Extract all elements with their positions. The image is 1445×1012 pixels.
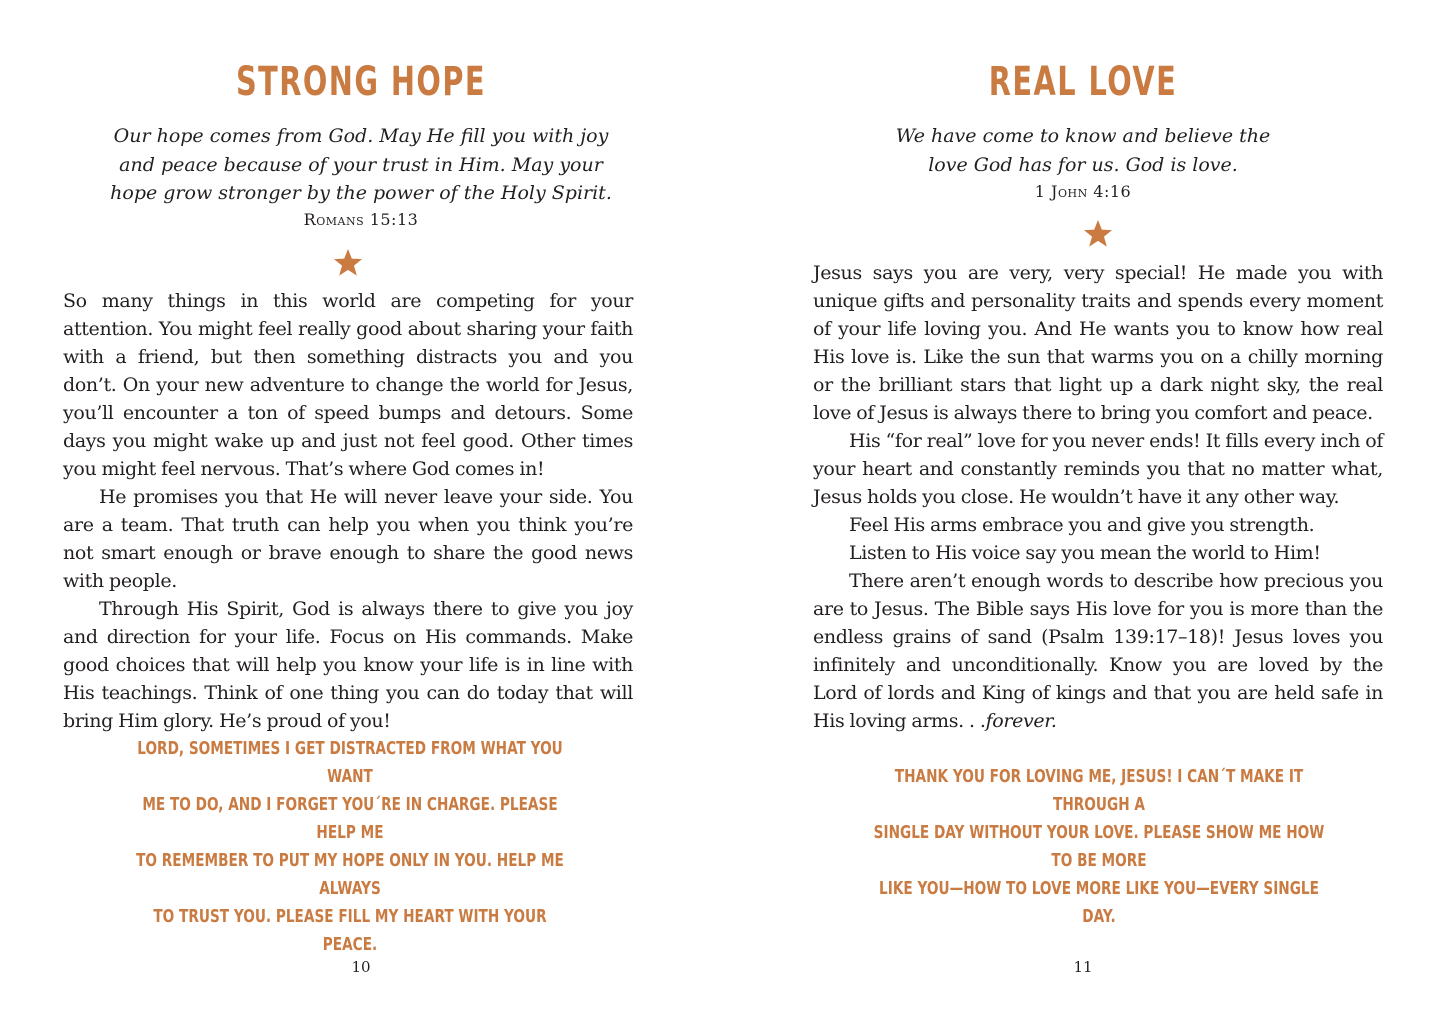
verse-line: We have come to know and believe the (895, 125, 1271, 147)
right-page (722, 0, 1444, 1012)
paragraph (813, 567, 1383, 735)
page-number: 11 (1073, 958, 1093, 976)
emphasis-word: forever. (985, 710, 1057, 732)
scripture-reference: Romans 15:13 (303, 210, 419, 229)
paragraph: Jesus says you are very, very special! He made you with unique gifts and personality traits and spends every moment of your life loving you. And He wants you to know how real His love is. Like the sun that warms you on a chilly morning or the brilliant stars that light up a dark night sky, the real love of Jesus is always there to bring you comfort and peace. (813, 262, 1383, 424)
star-icon (333, 248, 363, 278)
star-icon (1083, 219, 1113, 249)
paragraph: Feel His arms embrace you and give you strength. (849, 514, 1315, 536)
paragraph: He promises you that He will never leave your side. You are a team. That truth can help you when you think you’re not smart enough or brave enough to share the good news with people. (63, 486, 633, 592)
verse-line: Our hope comes from God. May He fill you with joy (113, 125, 609, 147)
paragraph-text: There aren’t enough words to describe how precious you are to Jesus. The Bible says His love for you is more than the endless grains of sand (Psalm 139:17–18)! Jesus loves you infinitely and unconditionally. Know you are loved by the Lord of lords and King of kings and that you are held safe in His loving arms. . . (813, 570, 1383, 732)
paragraph: Through His Spirit, God is always there to give you joy and direction for your life. Focus on His commands. Make good choices that will help you know your life is in line with His teachings. Think of one thing you can do today that will bring Him glory. He’s proud of you! (63, 598, 633, 732)
paragraph: Listen to His voice say you mean the world to Him! (849, 542, 1321, 564)
page-number: 10 (351, 958, 371, 976)
left-page (0, 0, 722, 1012)
page-title: STRONG HOPE (235, 59, 487, 105)
prayer: LORD, SOMETIMES I GET DISTRACTED FROM WHAT YOU WANT ME TO DO, AND I FORGET YOU´RE IN CHARGE. PLEASE HELP ME TO REMEMBER TO PUT MY HOPE ONLY IN YOU. HELP ME ALWAYS TO TRUST YOU. PLEASE FILL MY HEART WITH YOUR PEACE. (136, 739, 564, 955)
verse-line: and peace because of your trust in Him. May your (119, 153, 603, 176)
body-text (63, 287, 633, 735)
verse-line: hope grow stronger by the power of the Holy Spirit. (110, 182, 612, 204)
paragraph: His “for real” love for you never ends! It fills every inch of your heart and constantly reminds you that no matter what, Jesus holds you close. He wouldn’t have it any other way. (813, 430, 1383, 508)
scripture-reference: 1 John 4:16 (1034, 182, 1132, 201)
page-title: REAL LOVE (988, 59, 1178, 105)
scripture-verse (782, 122, 1384, 179)
scripture-verse (60, 122, 662, 208)
body-text (813, 259, 1383, 735)
verse-line: love God has for us. God is love. (928, 153, 1238, 176)
prayer: THANK YOU FOR LOVING ME, JESUS! I CAN´T MAKE IT THROUGH A SINGLE DAY WITHOUT YOUR LOVE. PLEASE SHOW ME HOW TO BE MORE LIKE YOU—HOW TO LOVE MORE LIKE YOU—EVERY SINGLE DAY. (873, 767, 1325, 927)
paragraph: So many things in this world are competing for your attention. You might feel really good about sharing your faith with a friend, but then something distracts you and you don’t. On your new adventure to change the world for Jesus, you’ll encounter a ton of speed bumps and detours. Some days you might wake up and just not feel good. Other times you might feel nervous. That’s where God comes in! (63, 290, 633, 480)
